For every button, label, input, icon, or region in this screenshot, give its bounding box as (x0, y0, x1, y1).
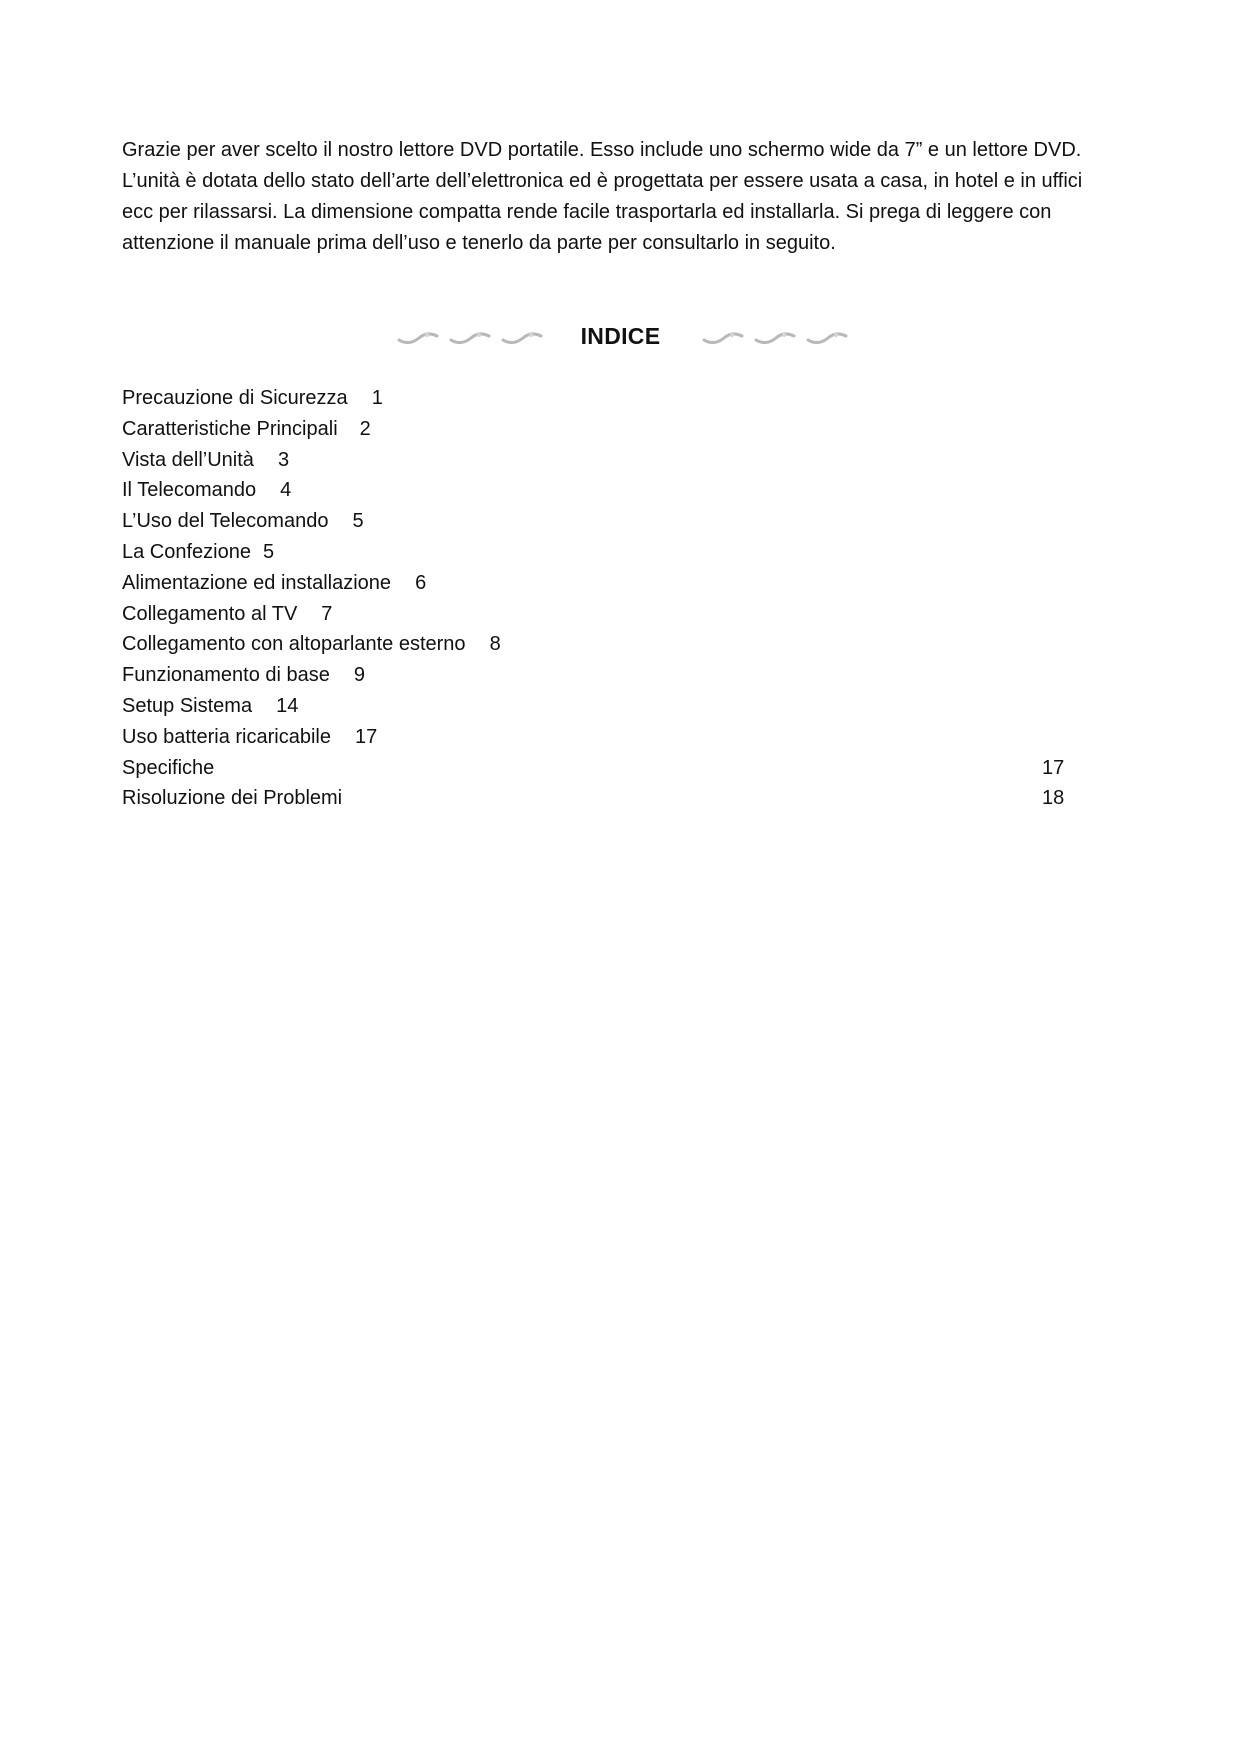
toc-entry-page: 18 (1042, 787, 1065, 810)
toc-entry-label: Specifiche (122, 756, 215, 779)
toc-entry (122, 475, 1072, 506)
toc-entry-label: Il Telecomando (122, 479, 257, 502)
toc-entry (122, 660, 1072, 691)
toc-entry-page: 5 (352, 510, 364, 533)
toc-entry-page: 8 (489, 633, 501, 656)
toc-entry-label: Alimentazione ed installazione (122, 571, 392, 594)
toc-entry-label: Collegamento al TV (122, 602, 298, 625)
toc-entry-label: La Confezione (122, 540, 251, 563)
intro-line: L’unità è dotata dello stato dell’arte dell’elettronica ed è progettata per essere usata a casa, in hotel e in uffici (122, 170, 1083, 192)
toc-entry-page: 3 (277, 448, 290, 471)
toc-entry-page: 14 (276, 694, 299, 717)
intro-line: ecc per rilassarsi. La dimensione compatta rende facile trasportarla ed installarla. Si prega di leggere con (122, 201, 1052, 223)
toc-entry-page: 6 (415, 571, 427, 594)
toc-entry-page: 17 (354, 725, 378, 748)
intro-line: attenzione il manuale prima dell’uso e tenerlo da parte per consultarlo in seguito. (122, 232, 836, 254)
index-header (0, 318, 1241, 358)
toc-entry-label: Funzionamento di base (122, 664, 330, 687)
toc-entry (122, 691, 1072, 722)
toc-entry (122, 383, 1072, 414)
toc-entry (122, 568, 1072, 599)
intro-line: Grazie per aver scelto il nostro lettore DVD portatile. Esso include uno schermo wide da 7” e un lettore DVD. (122, 139, 1082, 161)
toc-entry (122, 599, 1072, 630)
toc-entry (122, 753, 1072, 784)
toc-entry-label: Precauzione di Sicurezza (122, 387, 348, 409)
toc-entry-label: Risoluzione dei Problemi (122, 787, 343, 810)
toc-entry-page: 5 (262, 540, 275, 563)
toc-entry-label: Setup Sistema (122, 694, 253, 717)
toc-entry-page: 17 (1042, 756, 1065, 779)
toc-entry (122, 629, 1072, 660)
toc-entry-page: 7 (321, 602, 333, 625)
toc-entry (122, 722, 1072, 753)
toc-entry-page: 4 (280, 479, 292, 502)
toc-entry-label: Caratteristiche Principali (122, 417, 338, 440)
wave-ornament-right-icon (700, 322, 860, 350)
toc-entry-page: 9 (353, 664, 366, 687)
toc-entry-page: 1 (371, 387, 383, 409)
toc-entry-label: Uso batteria ricaricabile (122, 725, 331, 748)
table-of-contents (122, 383, 1072, 814)
toc-entry-label: L’Uso del Telecomando (122, 510, 329, 533)
toc-entry (122, 445, 1072, 476)
toc-entry-label: Vista dell’Unità (122, 448, 254, 471)
toc-entry-label: Collegamento con altoparlante esterno (122, 633, 466, 656)
toc-entry (122, 414, 1072, 445)
intro-paragraph (122, 135, 1132, 259)
index-title: INDICE (580, 323, 661, 349)
toc-entry (122, 506, 1072, 537)
toc-entry (122, 537, 1072, 568)
toc-entry (122, 783, 1072, 814)
toc-entry-page: 2 (359, 417, 371, 440)
